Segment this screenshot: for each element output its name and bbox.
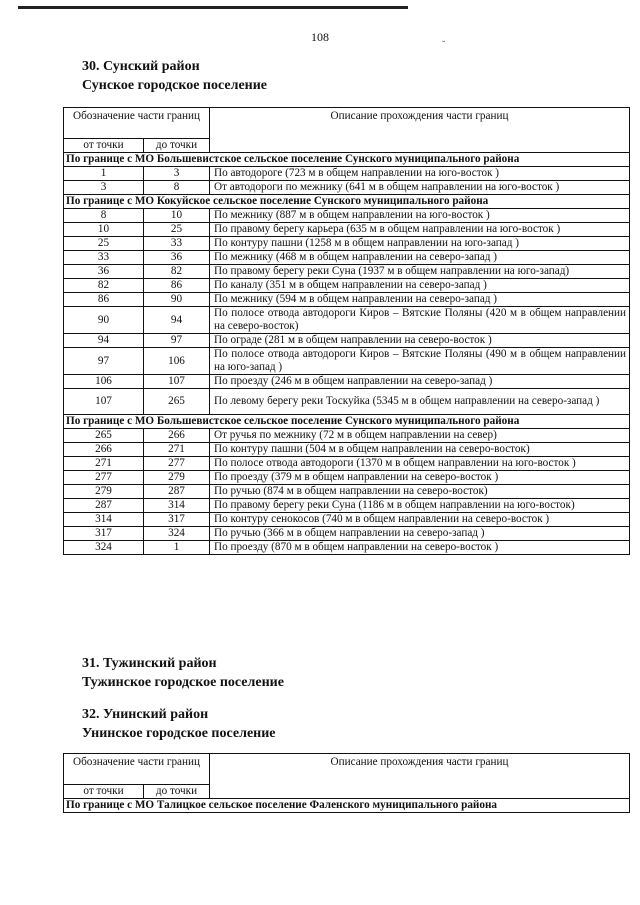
description-cell: По ограде (281 м в общем направлении на северо-восток ) xyxy=(210,334,630,348)
from-point-cell: 277 xyxy=(64,471,144,485)
from-point-cell: 279 xyxy=(64,485,144,499)
from-point-cell: 265 xyxy=(64,429,144,443)
table-row xyxy=(64,237,630,251)
from-point-cell: 10 xyxy=(64,223,144,237)
description-cell: По межнику (887 м в общем направлении на юго-восток ) xyxy=(210,209,630,223)
from-point-cell: 271 xyxy=(64,457,144,471)
table-row xyxy=(64,167,630,181)
from-point-cell: 106 xyxy=(64,375,144,389)
table-row xyxy=(64,499,630,513)
to-point-cell: 33 xyxy=(144,237,210,251)
boundary-table-body xyxy=(64,754,630,813)
description-cell: По каналу (351 м в общем направлении на северо-запад ) xyxy=(210,279,630,293)
description-cell: По контуру сенокосов (740 м в общем направлении на северо-восток ) xyxy=(210,513,630,527)
neighbor-group-label: По границе с МО Большевистское сельское поселение Сунского муниципального района xyxy=(64,153,630,167)
neighbor-group-label: По границе с МО Большевистское сельское поселение Сунского муниципального района xyxy=(64,415,630,429)
description-cell: По полосе отвода автодороги (1370 м в общем направлении на юго-восток ) xyxy=(210,457,630,471)
to-point-cell: 94 xyxy=(144,307,210,334)
description-cell: По ручью (366 м в общем направлении на северо-запад ) xyxy=(210,527,630,541)
to-point-cell: 277 xyxy=(144,457,210,471)
from-point-cell: 287 xyxy=(64,499,144,513)
from-point-cell: 86 xyxy=(64,293,144,307)
section-30-subtitle: Сунское городское поселение xyxy=(82,78,268,93)
neighbor-group-label: По границе с МО Талицкое сельское поселение Фаленского муниципального района xyxy=(64,799,630,813)
from-point-cell: 94 xyxy=(64,334,144,348)
to-point-cell: 106 xyxy=(144,348,210,375)
boundary-table-sunsky xyxy=(63,107,630,555)
to-point-cell: 107 xyxy=(144,375,210,389)
to-point-cell: 1 xyxy=(144,541,210,555)
table-row xyxy=(64,527,630,541)
section-31-title: 31. Тужинский район xyxy=(82,656,217,671)
description-cell: По правому берегу карьера (635 м в общем направлении на юго-восток ) xyxy=(210,223,630,237)
table-row xyxy=(64,443,630,457)
table-row xyxy=(64,471,630,485)
description-cell: От автодороги по межнику (641 м в общем направлении на юго-восток ) xyxy=(210,181,630,195)
description-cell: По проезду (379 м в общем направлении на северо-восток ) xyxy=(210,471,630,485)
table-row xyxy=(64,429,630,443)
to-point-cell: 324 xyxy=(144,527,210,541)
to-point-cell: 3 xyxy=(144,167,210,181)
description-cell: По контуру пашни (1258 м в общем направлении на юго-запад ) xyxy=(210,237,630,251)
table-header-row xyxy=(64,754,630,785)
table-row xyxy=(64,485,630,499)
description-cell: По проезду (246 м в общем направлении на северо-запад ) xyxy=(210,375,630,389)
stray-mark: ˘ xyxy=(442,40,446,51)
from-point-cell: 8 xyxy=(64,209,144,223)
header-part-label: Обозначение части границ xyxy=(64,108,210,139)
description-cell: По ручью (874 м в общем направлении на северо-восток) xyxy=(210,485,630,499)
description-cell: По правому берегу реки Суна (1186 м в общем направлении на юго-восток) xyxy=(210,499,630,513)
description-cell: По межнику (468 м в общем направлении на северо-запад ) xyxy=(210,251,630,265)
header-to-label: до точки xyxy=(144,139,210,153)
section-30-title: 30. Сунский район xyxy=(82,59,200,74)
table-row xyxy=(64,251,630,265)
from-point-cell: 266 xyxy=(64,443,144,457)
to-point-cell: 82 xyxy=(144,265,210,279)
from-point-cell: 90 xyxy=(64,307,144,334)
boundary-table-uninsky xyxy=(63,753,630,813)
to-point-cell: 314 xyxy=(144,499,210,513)
from-point-cell: 3 xyxy=(64,181,144,195)
to-point-cell: 317 xyxy=(144,513,210,527)
description-cell: По полосе отвода автодороги Киров – Вятские Поляны (420 м в общем направлении на северо-восток) xyxy=(210,307,630,334)
description-cell: По межнику (594 м в общем направлении на северо-запад ) xyxy=(210,293,630,307)
table-row xyxy=(64,375,630,389)
to-point-cell: 90 xyxy=(144,293,210,307)
description-cell: По полосе отвода автодороги Киров – Вятские Поляны (490 м в общем направлении на юго-запад ) xyxy=(210,348,630,375)
to-point-cell: 271 xyxy=(144,443,210,457)
group-row xyxy=(64,153,630,167)
description-cell: По контуру пашни (504 м в общем направлении на северо-восток) xyxy=(210,443,630,457)
table-row xyxy=(64,389,630,415)
from-point-cell: 36 xyxy=(64,265,144,279)
section-32-title: 32. Унинский район xyxy=(82,707,209,722)
table-row xyxy=(64,307,630,334)
to-point-cell: 97 xyxy=(144,334,210,348)
from-point-cell: 317 xyxy=(64,527,144,541)
section-32-subtitle: Унинское городское поселение xyxy=(82,726,276,741)
header-to-label: до точки xyxy=(144,785,210,799)
group-row xyxy=(64,799,630,813)
table-row xyxy=(64,457,630,471)
table-row xyxy=(64,293,630,307)
group-row xyxy=(64,195,630,209)
from-point-cell: 324 xyxy=(64,541,144,555)
table-row xyxy=(64,223,630,237)
from-point-cell: 25 xyxy=(64,237,144,251)
description-cell: По левому берегу реки Тоскуйка (5345 м в общем направлении на северо-запад ) xyxy=(210,389,630,415)
description-cell: По правому берегу реки Суна (1937 м в общем направлении на юго-запад) xyxy=(210,265,630,279)
from-point-cell: 1 xyxy=(64,167,144,181)
header-from-label: от точки xyxy=(64,785,144,799)
group-row xyxy=(64,415,630,429)
description-cell: От ручья по межнику (72 м в общем направлении на север) xyxy=(210,429,630,443)
to-point-cell: 36 xyxy=(144,251,210,265)
from-point-cell: 97 xyxy=(64,348,144,375)
from-point-cell: 82 xyxy=(64,279,144,293)
boundary-table-body xyxy=(64,108,630,555)
table-row xyxy=(64,541,630,555)
description-cell: По проезду (870 м в общем направлении на северо-восток ) xyxy=(210,541,630,555)
table-row xyxy=(64,513,630,527)
table-header-row xyxy=(64,108,630,139)
header-description-label: Описание прохождения части границ xyxy=(210,108,630,153)
to-point-cell: 8 xyxy=(144,181,210,195)
page-number: 108 xyxy=(311,30,329,44)
header-description-label: Описание прохождения части границ xyxy=(210,754,630,799)
from-point-cell: 107 xyxy=(64,389,144,415)
neighbor-group-label: По границе с МО Кокуйское сельское поселение Сунского муниципального района xyxy=(64,195,630,209)
table-row xyxy=(64,209,630,223)
table-row xyxy=(64,181,630,195)
to-point-cell: 25 xyxy=(144,223,210,237)
table-row xyxy=(64,279,630,293)
from-point-cell: 314 xyxy=(64,513,144,527)
section-31-subtitle: Тужинское городское поселение xyxy=(82,675,284,690)
to-point-cell: 266 xyxy=(144,429,210,443)
description-cell: По автодороге (723 м в общем направлении на юго-восток ) xyxy=(210,167,630,181)
from-point-cell: 33 xyxy=(64,251,144,265)
table-row xyxy=(64,334,630,348)
to-point-cell: 287 xyxy=(144,485,210,499)
table-row xyxy=(64,265,630,279)
header-part-label: Обозначение части границ xyxy=(64,754,210,785)
top-rule xyxy=(18,6,408,9)
to-point-cell: 265 xyxy=(144,389,210,415)
to-point-cell: 86 xyxy=(144,279,210,293)
table-row xyxy=(64,348,630,375)
to-point-cell: 10 xyxy=(144,209,210,223)
header-from-label: от точки xyxy=(64,139,144,153)
to-point-cell: 279 xyxy=(144,471,210,485)
